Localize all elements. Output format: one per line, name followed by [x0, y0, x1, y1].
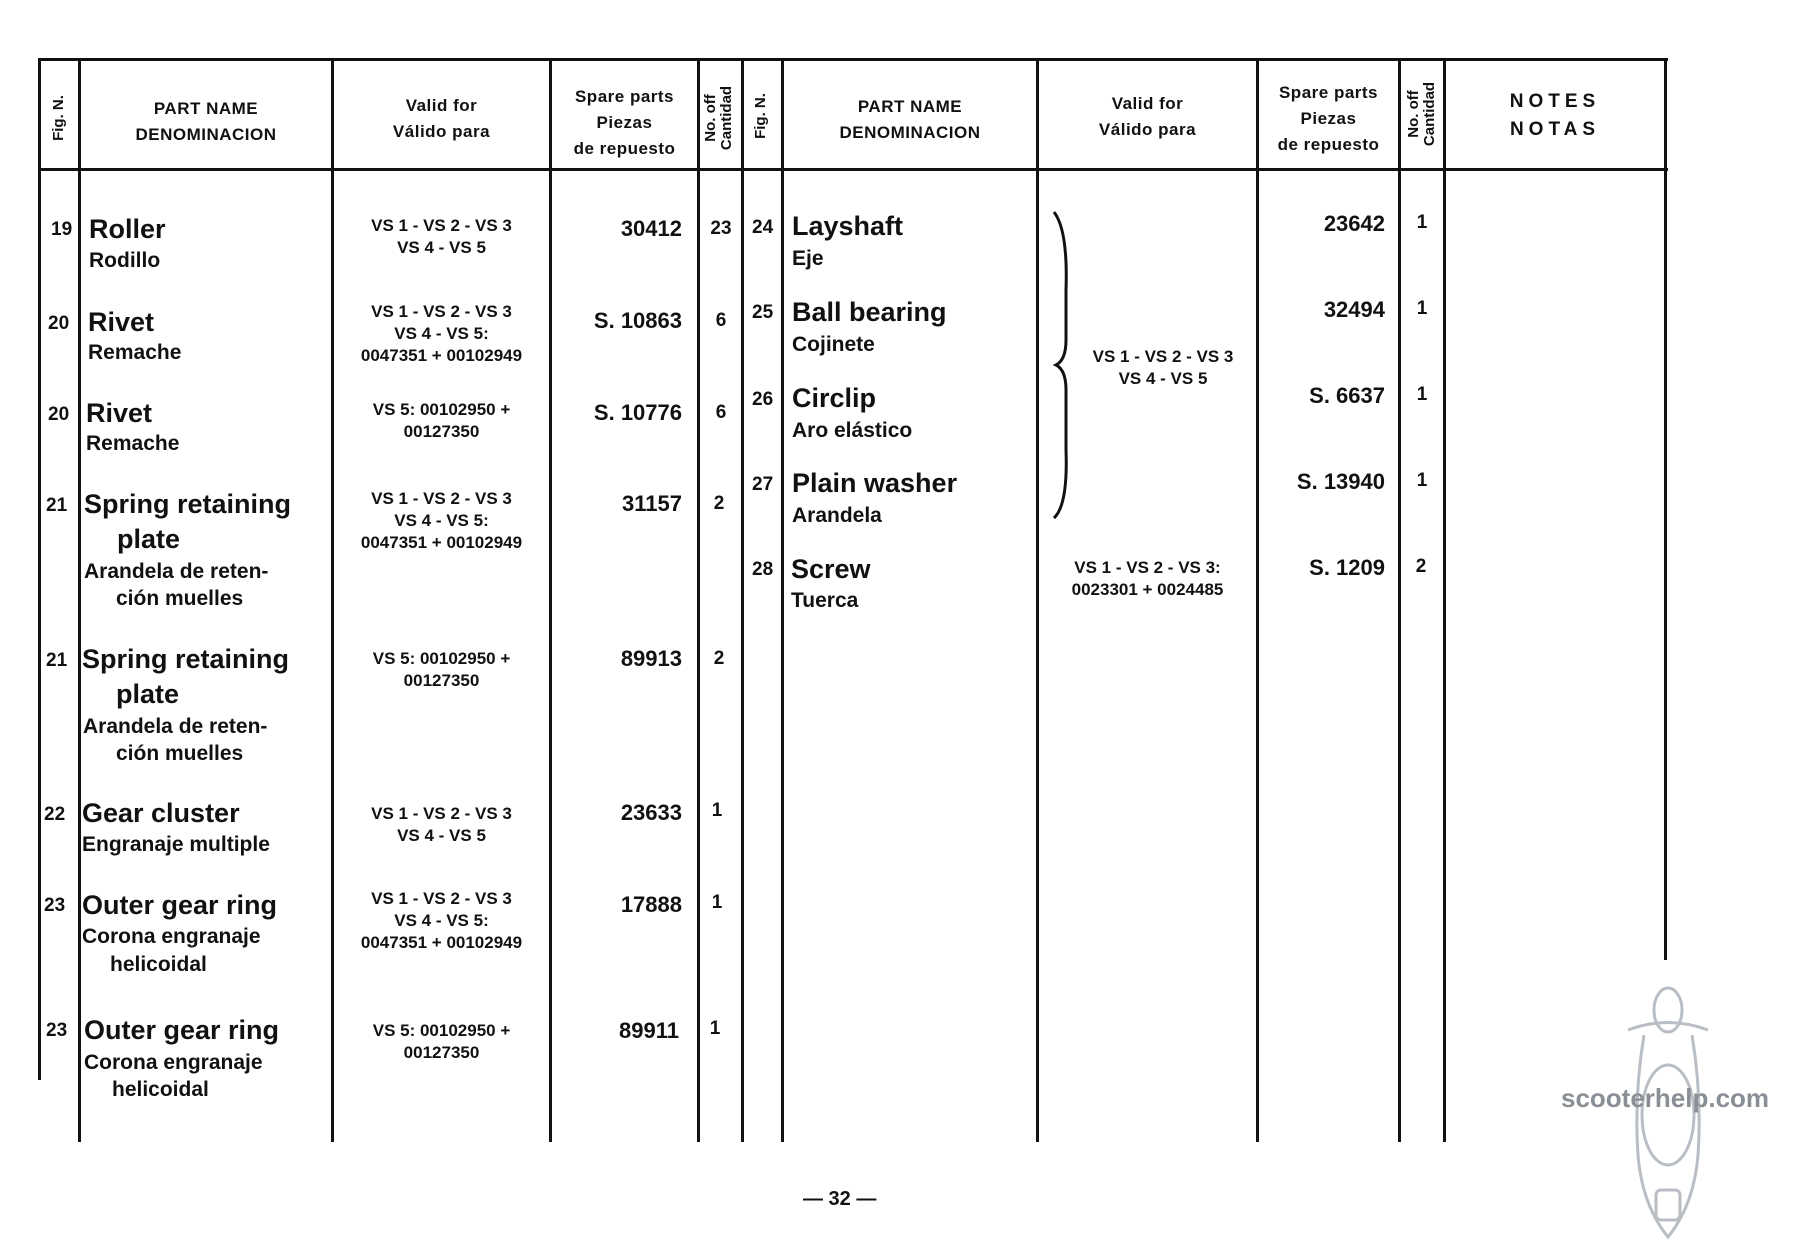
- part-name-en: Layshaft: [792, 211, 904, 241]
- fig-number: 27: [752, 474, 774, 495]
- quantity: 6: [715, 310, 727, 331]
- valid-for: [334, 1020, 549, 1064]
- valid-line: VS 5: 00102950 +: [372, 400, 511, 419]
- header-qty-en: No. off: [1405, 90, 1422, 138]
- header-part-name-en: PART NAME: [153, 99, 259, 118]
- header-valid: [334, 93, 549, 145]
- part-name-es: Aro elástico: [792, 419, 913, 442]
- valid-for: [334, 488, 549, 554]
- part-number: 89913: [620, 646, 682, 671]
- part-name-en: plate: [117, 524, 181, 554]
- valid-line: 0047351 + 00102949: [360, 346, 523, 365]
- part-name-es: Rodillo: [89, 249, 161, 272]
- fig-number: 23: [46, 1020, 68, 1041]
- valid-line: VS 1 - VS 2 - VS 3: [371, 804, 512, 823]
- part-number: 17888: [620, 892, 682, 917]
- header-spare-en: Spare parts: [574, 87, 675, 106]
- part-name-en: Outer gear ring: [82, 890, 278, 920]
- quantity: 1: [709, 1018, 721, 1039]
- part-number: S. 13940: [1296, 469, 1385, 494]
- quantity: 23: [710, 218, 732, 239]
- fig-number: 21: [46, 495, 68, 516]
- valid-for: [334, 301, 549, 367]
- part-name-en: Screw: [791, 554, 871, 584]
- part-name-es: Arandela: [792, 504, 882, 527]
- header-valid-en: Valid for: [405, 96, 478, 115]
- page-number: — 32 —: [803, 1188, 877, 1210]
- valid-line: VS 4 - VS 5:: [394, 511, 489, 530]
- part-name-en: Gear cluster: [82, 798, 240, 828]
- valid-line: VS 1 - VS 2 - VS 3: [371, 489, 512, 508]
- part-name-en: Rivet: [88, 307, 155, 337]
- valid-line: VS 4 - VS 5:: [394, 324, 489, 343]
- valid-for: [334, 888, 549, 954]
- header-valid-en: Valid for: [1111, 94, 1184, 113]
- header-part-name-es: DENOMINACION: [839, 123, 981, 142]
- fig-number: 28: [752, 559, 774, 580]
- part-name-en: Spring retaining: [82, 644, 290, 674]
- header-qty-es: Cantidad: [718, 85, 735, 151]
- part-name-en: Plain washer: [792, 468, 958, 498]
- part-name-en: Spring retaining: [84, 489, 292, 519]
- header-notes-es: NOTAS: [1509, 119, 1601, 140]
- valid-line: 00127350: [403, 422, 480, 441]
- header-part-name-en: PART NAME: [857, 97, 963, 116]
- valid-line: VS 1 - VS 2 - VS 3: [371, 889, 512, 908]
- col-line: [1036, 60, 1039, 1142]
- fig-number: 22: [44, 804, 66, 825]
- quantity: 1: [1416, 298, 1428, 319]
- header-spare-es2: de repuesto: [573, 139, 676, 158]
- valid-for: [1039, 557, 1256, 601]
- part-name-es: Corona engranaje: [82, 925, 261, 948]
- part-number: S. 10863: [593, 308, 682, 333]
- quantity: 1: [1416, 384, 1428, 405]
- valid-line: 0047351 + 00102949: [360, 533, 523, 552]
- part-number: 31157: [622, 491, 682, 516]
- part-name-es: ción muelles: [116, 742, 244, 765]
- valid-line: VS 1 - VS 2 - VS 3: [371, 216, 512, 235]
- valid-for: [334, 399, 549, 443]
- valid-line: 0047351 + 00102949: [360, 933, 523, 952]
- fig-number: 21: [46, 650, 68, 671]
- header-spare-es1: Piezas: [1300, 109, 1357, 128]
- part-name-es: ción muelles: [116, 587, 244, 610]
- header-valid-es: Válido para: [1098, 120, 1197, 139]
- valid-line: VS 4 - VS 5: [397, 826, 486, 845]
- quantity: 2: [713, 493, 725, 514]
- part-name-es: Arandela de reten-: [84, 560, 269, 583]
- header-notes: [1446, 88, 1664, 144]
- header-spare-right: [1259, 80, 1398, 158]
- fig-number: 24: [752, 217, 774, 238]
- valid-line: 00127350: [403, 671, 480, 690]
- part-name-es: Cojinete: [792, 333, 875, 356]
- header-valid-es: Válido para: [392, 122, 491, 141]
- fig-number: 19: [51, 219, 73, 240]
- part-name-es: Tuerca: [791, 589, 859, 612]
- quantity: 6: [715, 402, 727, 423]
- valid-line: 00127350: [403, 1043, 480, 1062]
- part-name-en: Roller: [89, 214, 166, 244]
- valid-line: VS 5: 00102950 +: [372, 1021, 511, 1040]
- part-name-es: Arandela de reten-: [83, 715, 268, 738]
- quantity: 1: [711, 892, 723, 913]
- quantity: 2: [1415, 556, 1427, 577]
- valid-line: 0023301 + 0024485: [1071, 580, 1224, 599]
- header-qty-es: Cantidad: [1421, 81, 1438, 147]
- part-name-en: Outer gear ring: [84, 1015, 280, 1045]
- header-fig-right: Fig. N.: [752, 93, 769, 139]
- part-number: 23642: [1323, 211, 1385, 236]
- fig-number: 20: [48, 404, 70, 425]
- header-qty: [703, 82, 735, 154]
- part-name-es: Corona engranaje: [84, 1051, 263, 1074]
- quantity: 1: [1416, 212, 1428, 233]
- part-name-es: Engranaje multiple: [82, 833, 270, 856]
- valid-line: VS 4 - VS 5: [397, 238, 486, 257]
- header-part-name: [81, 96, 331, 148]
- valid-line: VS 5: 00102950 +: [372, 649, 511, 668]
- valid-line: VS 4 - VS 5:: [394, 911, 489, 930]
- part-number: S. 10776: [593, 400, 682, 425]
- col-line: [78, 60, 81, 1142]
- part-name-es: Eje: [792, 247, 824, 270]
- col-line: [781, 60, 784, 1142]
- valid-for: [334, 215, 549, 259]
- fig-number: 23: [44, 895, 66, 916]
- valid-line: VS 1 - VS 2 - VS 3: [1092, 347, 1234, 366]
- valid-line: VS 1 - VS 2 - VS 3:: [1074, 558, 1221, 577]
- fig-number: 25: [752, 302, 774, 323]
- valid-for: [334, 648, 549, 692]
- header-spare-es2: de repuesto: [1277, 135, 1380, 154]
- part-number: 30412: [620, 216, 682, 241]
- group-valid-for: [1068, 346, 1258, 390]
- fig-number: 26: [752, 389, 774, 410]
- part-number: 23633: [620, 800, 682, 825]
- header-spare-es1: Piezas: [596, 113, 653, 132]
- quantity: 1: [1416, 470, 1428, 491]
- header-qty-en: No. off: [702, 94, 719, 142]
- valid-line: VS 1 - VS 2 - VS 3: [371, 302, 512, 321]
- valid-line: VS 4 - VS 5: [1118, 369, 1208, 388]
- header-notes-en: NOTES: [1509, 91, 1601, 112]
- col-line: [38, 60, 41, 1080]
- header-fig: Fig. N.: [50, 95, 67, 141]
- quantity: 2: [713, 648, 725, 669]
- col-line: [1443, 60, 1446, 1142]
- header-spare-en: Spare parts: [1278, 83, 1379, 102]
- table-header-border: [38, 168, 1668, 171]
- part-number: 32494: [1323, 297, 1385, 322]
- header-part-name-right: [784, 94, 1036, 146]
- header-part-name-es: DENOMINACION: [135, 125, 277, 144]
- part-number: S. 1209: [1309, 555, 1385, 580]
- part-number: S. 6637: [1309, 383, 1385, 408]
- part-name-es: Remache: [86, 432, 180, 455]
- part-name-en: plate: [116, 679, 180, 709]
- watermark-text: scooterhelp.com: [1561, 1083, 1770, 1113]
- part-name-es: Remache: [88, 341, 182, 364]
- fig-number: 20: [48, 313, 70, 334]
- table-top-border: [38, 58, 1668, 61]
- part-name-en: Circlip: [792, 383, 877, 413]
- part-name-en: Rivet: [86, 398, 153, 428]
- part-name-en: Ball bearing: [792, 297, 947, 327]
- header-qty-right: [1406, 78, 1438, 150]
- header-spare: [552, 84, 697, 162]
- part-number: 89911: [619, 1018, 679, 1043]
- quantity: 1: [711, 800, 723, 821]
- valid-for: [334, 803, 549, 847]
- col-line: [1664, 60, 1667, 960]
- header-valid-right: [1039, 91, 1256, 143]
- part-name-es: helicoidal: [112, 1078, 209, 1101]
- part-name-es: helicoidal: [110, 953, 207, 976]
